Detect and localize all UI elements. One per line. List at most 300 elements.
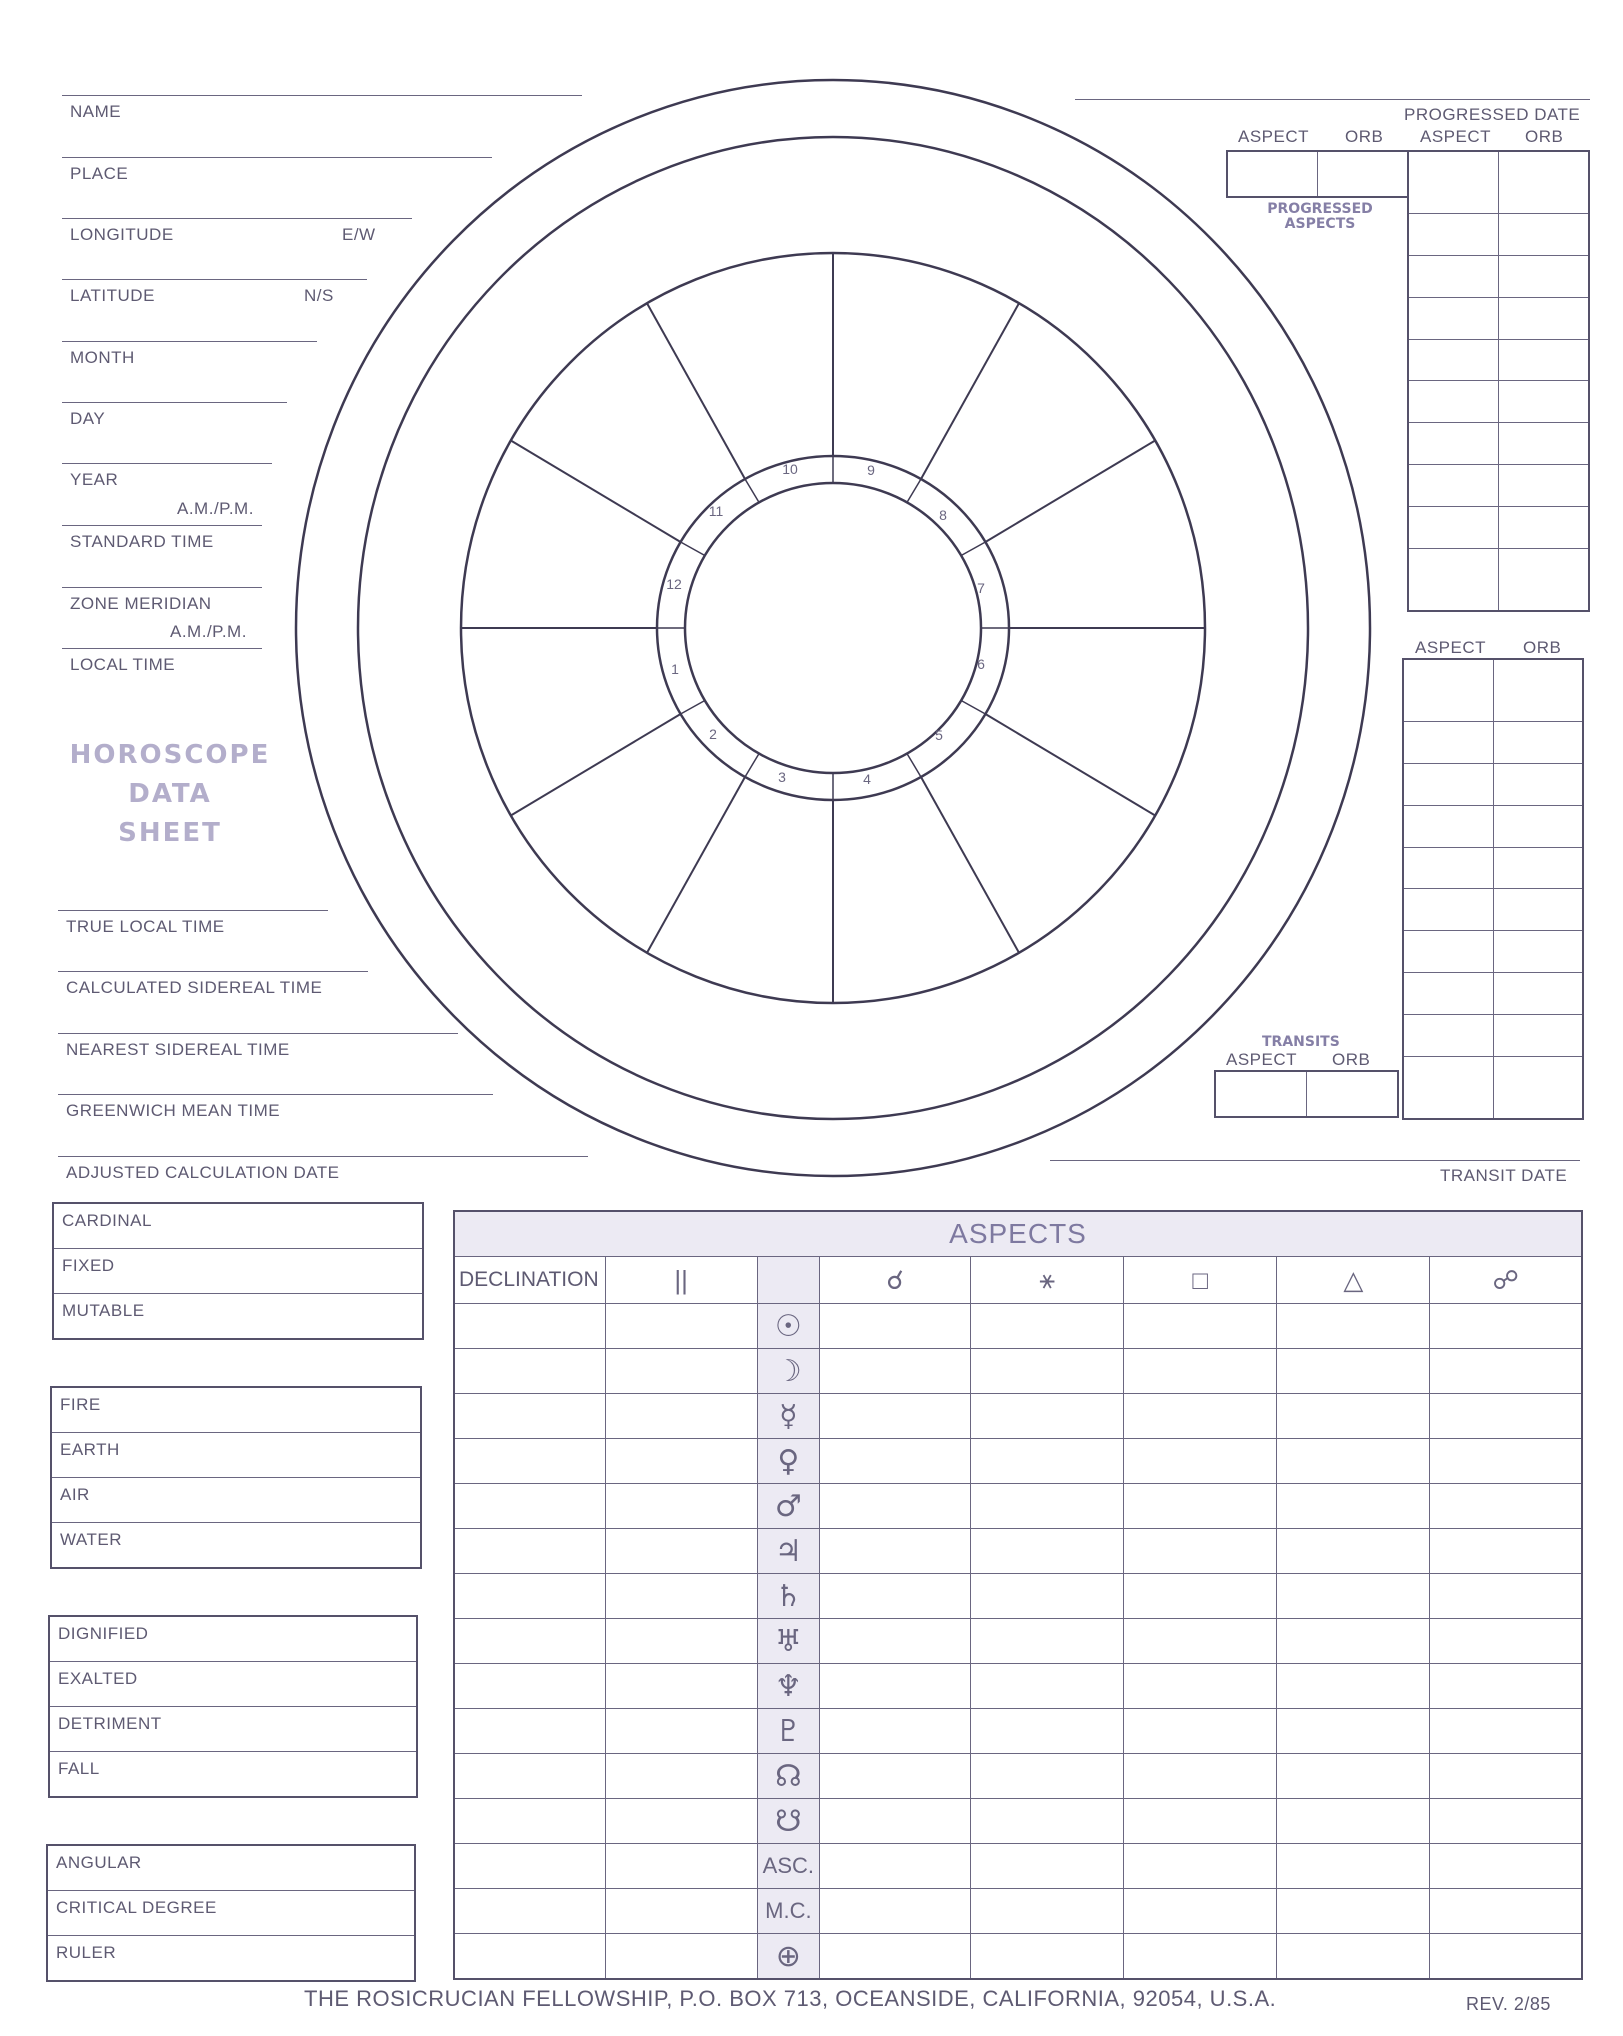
- table-row: [1403, 1014, 1583, 1056]
- conjunction-cell[interactable]: [820, 1439, 971, 1484]
- opposition-cell[interactable]: [1430, 1709, 1582, 1754]
- trine-cell[interactable]: [1277, 1574, 1430, 1619]
- trine-cell[interactable]: [1277, 1889, 1430, 1934]
- table-row: [454, 1304, 1582, 1349]
- opposition-cell[interactable]: [1430, 1619, 1582, 1664]
- cardinal-row[interactable]: [54, 1204, 422, 1249]
- conjunction-cell[interactable]: [820, 1484, 971, 1529]
- house-number-7: 7: [977, 580, 985, 596]
- publisher-address: THE ROSICRUCIAN FELLOWSHIP, P.O. BOX 713, OCEANSIDE, CALIFORNIA, 92054, U.S.A.: [304, 1986, 1277, 2011]
- table-row: [1403, 973, 1583, 1015]
- declination-cell[interactable]: [454, 1619, 605, 1664]
- adjusted-calculation-date-label: ADJUSTED CALCULATION DATE: [66, 1163, 340, 1182]
- table-row: [454, 1529, 1582, 1574]
- square-cell[interactable]: [1124, 1394, 1277, 1439]
- declination-cell[interactable]: [454, 1349, 605, 1394]
- detriment-row[interactable]: [50, 1707, 416, 1752]
- transit-orb-cell[interactable]: [1493, 1056, 1583, 1119]
- opposition-cell[interactable]: [1430, 1574, 1582, 1619]
- progressed-orb-cell[interactable]: [1499, 423, 1590, 465]
- air-label: AIR: [60, 1485, 90, 1504]
- transit-aspect-cell[interactable]: [1215, 1071, 1307, 1117]
- earth-label: EARTH: [60, 1440, 120, 1459]
- trine-cell[interactable]: [1277, 1619, 1430, 1664]
- table-row: [454, 1709, 1582, 1754]
- progressed-aspect-cell[interactable]: [1227, 151, 1318, 197]
- planet-symbol: ☉: [757, 1304, 819, 1349]
- transit-aspect-cell[interactable]: [1403, 805, 1493, 847]
- progressed-date-line[interactable]: [1075, 99, 1590, 100]
- transit-aspect-cell[interactable]: [1403, 847, 1493, 889]
- transit-date-line[interactable]: [1050, 1160, 1580, 1161]
- transits-title: TRANSITS: [1262, 1034, 1340, 1050]
- conjunction-cell[interactable]: [820, 1619, 971, 1664]
- opposition-cell[interactable]: [1430, 1799, 1582, 1844]
- title-line-1: HOROSCOPE: [69, 740, 271, 770]
- progressed-orb-cell[interactable]: [1499, 214, 1590, 256]
- table-row: [1403, 889, 1583, 931]
- sextile-cell[interactable]: [971, 1709, 1124, 1754]
- trine-cell[interactable]: [1277, 1934, 1430, 1980]
- dignified-row[interactable]: [50, 1617, 416, 1662]
- standard-time-ampm: A.M./P.M.: [177, 499, 254, 518]
- table-row: [454, 1349, 1582, 1394]
- fall-row[interactable]: [50, 1752, 416, 1796]
- declination-cell[interactable]: [454, 1574, 605, 1619]
- critical-degree-row[interactable]: [48, 1891, 414, 1936]
- trine-cell[interactable]: [1277, 1664, 1430, 1709]
- standard-time-label: STANDARD TIME: [70, 532, 214, 551]
- parallel-cell[interactable]: [605, 1844, 757, 1889]
- declination-cell[interactable]: [454, 1664, 605, 1709]
- square-cell[interactable]: [1124, 1934, 1277, 1980]
- square-cell[interactable]: [1124, 1664, 1277, 1709]
- ruler-row[interactable]: [48, 1936, 414, 1980]
- sextile-cell[interactable]: [971, 1889, 1124, 1934]
- table-row: [1403, 659, 1583, 722]
- progressed-aspect-cell[interactable]: [1408, 151, 1499, 214]
- sextile-cell[interactable]: [971, 1619, 1124, 1664]
- local-time-label: LOCAL TIME: [70, 655, 176, 674]
- declination-header: DECLINATION: [454, 1257, 605, 1304]
- conjunction-cell[interactable]: [820, 1799, 971, 1844]
- table-row: [1403, 931, 1583, 973]
- square-cell[interactable]: [1124, 1889, 1277, 1934]
- house-number-10: 10: [782, 461, 798, 477]
- transit-orb-cell[interactable]: [1493, 764, 1583, 806]
- house-cusp-line: [647, 777, 745, 953]
- table-row: [454, 1574, 1582, 1619]
- trine-cell[interactable]: [1277, 1754, 1430, 1799]
- air-row[interactable]: [52, 1478, 420, 1523]
- dignity-box: [48, 1615, 418, 1798]
- table-row: [454, 1754, 1582, 1799]
- trine-header: △: [1277, 1257, 1430, 1304]
- exalted-row[interactable]: [50, 1662, 416, 1707]
- table-row: [454, 1484, 1582, 1529]
- square-cell[interactable]: [1124, 1439, 1277, 1484]
- table-row: [1403, 1056, 1583, 1119]
- table-row: [1408, 151, 1589, 214]
- house-position-box: [46, 1844, 416, 1982]
- transits-small-table: [1214, 1070, 1399, 1118]
- aspects-header-row: [454, 1257, 1582, 1304]
- opposition-cell[interactable]: [1430, 1304, 1582, 1349]
- table-row: [1408, 214, 1589, 256]
- opposition-cell[interactable]: [1430, 1844, 1582, 1889]
- sextile-cell[interactable]: [971, 1754, 1124, 1799]
- table-row: [454, 1439, 1582, 1484]
- transit-aspect-cell[interactable]: [1403, 973, 1493, 1015]
- house-number-divider: [745, 479, 759, 502]
- sextile-cell[interactable]: [971, 1934, 1124, 1980]
- conjunction-cell[interactable]: [820, 1304, 971, 1349]
- conjunction-cell[interactable]: [820, 1889, 971, 1934]
- square-cell[interactable]: [1124, 1529, 1277, 1574]
- sextile-cell[interactable]: [971, 1574, 1124, 1619]
- progressed-aspect-header-right: ASPECT: [1420, 127, 1492, 146]
- progressed-title-line-2: ASPECTS: [1284, 216, 1356, 232]
- planet-symbol: ☋: [757, 1799, 819, 1844]
- table-row: [1403, 722, 1583, 764]
- latitude-suffix: N/S: [304, 286, 334, 305]
- house-number-divider: [907, 479, 921, 502]
- house-cusp-line: [511, 441, 681, 543]
- parallel-cell[interactable]: [605, 1799, 757, 1844]
- month-label: MONTH: [70, 348, 135, 367]
- parallel-cell[interactable]: [605, 1529, 757, 1574]
- planet-symbol: ⊕: [757, 1934, 819, 1980]
- declination-cell[interactable]: [454, 1754, 605, 1799]
- table-row: [1227, 151, 1408, 197]
- trine-cell[interactable]: [1277, 1394, 1430, 1439]
- progressed-orb-cell[interactable]: [1499, 297, 1590, 339]
- square-cell[interactable]: [1124, 1484, 1277, 1529]
- trine-cell[interactable]: [1277, 1349, 1430, 1394]
- title-line-3: SHEET: [118, 818, 222, 848]
- sextile-header: ⚹: [971, 1257, 1124, 1304]
- exalted-label: EXALTED: [58, 1669, 138, 1688]
- house-number-1: 1: [671, 661, 679, 677]
- cardinal-label: CARDINAL: [62, 1211, 152, 1230]
- opposition-cell[interactable]: [1430, 1439, 1582, 1484]
- opposition-header: ☍: [1430, 1257, 1582, 1304]
- transit-orb-cell[interactable]: [1493, 722, 1583, 764]
- house-cusp-line: [985, 441, 1155, 543]
- sextile-cell[interactable]: [971, 1304, 1124, 1349]
- opposition-cell[interactable]: [1430, 1664, 1582, 1709]
- house-number-divider: [681, 701, 705, 715]
- day-label: DAY: [70, 409, 106, 428]
- opposition-cell[interactable]: [1430, 1394, 1582, 1439]
- conjunction-cell[interactable]: [820, 1349, 971, 1394]
- progressed-orb-cell[interactable]: [1499, 548, 1590, 611]
- progressed-orb-cell[interactable]: [1499, 151, 1590, 214]
- transit-aspect-header-left: ASPECT: [1226, 1050, 1298, 1069]
- table-row: [1403, 847, 1583, 889]
- house-cusp-line: [921, 303, 1019, 479]
- parallel-cell[interactable]: [605, 1484, 757, 1529]
- fire-row[interactable]: [52, 1388, 420, 1433]
- parallel-cell[interactable]: [605, 1889, 757, 1934]
- aspects-title-row: [454, 1211, 1582, 1257]
- opposition-cell[interactable]: [1430, 1349, 1582, 1394]
- parallel-cell[interactable]: [605, 1574, 757, 1619]
- table-row: [1408, 548, 1589, 611]
- parallel-cell[interactable]: [605, 1754, 757, 1799]
- local-time-ampm: A.M./P.M.: [170, 622, 247, 641]
- progressed-orb-cell[interactable]: [1499, 339, 1590, 381]
- parallel-cell[interactable]: [605, 1934, 757, 1980]
- transit-aspect-cell[interactable]: [1403, 764, 1493, 806]
- progressed-aspect-cell[interactable]: [1408, 339, 1499, 381]
- progressed-aspect-cell[interactable]: [1408, 297, 1499, 339]
- table-row: [1403, 764, 1583, 806]
- progressed-orb-cell[interactable]: [1499, 381, 1590, 423]
- house-number-divider: [681, 542, 705, 556]
- table-row: [1408, 506, 1589, 548]
- aspects-body: [454, 1304, 1582, 1980]
- element-box: [50, 1386, 422, 1569]
- house-number-12: 12: [666, 576, 682, 592]
- title-line-2: DATA: [128, 779, 212, 809]
- table-row: [454, 1664, 1582, 1709]
- planet-symbol: ♄: [757, 1574, 819, 1619]
- progressed-orb-cell[interactable]: [1318, 151, 1409, 197]
- ruler-label: RULER: [56, 1943, 117, 1962]
- transit-orb-cell[interactable]: [1493, 805, 1583, 847]
- latitude-label: LATITUDE: [70, 286, 155, 305]
- transit-aspect-cell[interactable]: [1403, 931, 1493, 973]
- progressed-aspects-title: [1250, 202, 1390, 232]
- house-cusp-line: [985, 714, 1155, 816]
- parallel-cell[interactable]: [605, 1619, 757, 1664]
- house-number-5: 5: [935, 727, 943, 743]
- progressed-aspect-cell[interactable]: [1408, 548, 1499, 611]
- conjunction-cell[interactable]: [820, 1844, 971, 1889]
- progressed-orb-cell[interactable]: [1499, 465, 1590, 507]
- opposition-cell[interactable]: [1430, 1889, 1582, 1934]
- house-number-11: 11: [708, 503, 724, 519]
- transit-aspect-cell[interactable]: [1403, 1056, 1493, 1119]
- house-number-divider: [961, 701, 985, 715]
- angular-label: ANGULAR: [56, 1853, 142, 1872]
- transit-orb-cell[interactable]: [1493, 659, 1583, 722]
- conjunction-cell[interactable]: [820, 1529, 971, 1574]
- progressed-aspect-cell[interactable]: [1408, 506, 1499, 548]
- parallel-cell[interactable]: [605, 1709, 757, 1754]
- mutable-row[interactable]: [54, 1294, 422, 1338]
- transit-orb-header-left: ORB: [1332, 1050, 1371, 1069]
- parallel-cell[interactable]: [605, 1664, 757, 1709]
- table-row: [1408, 423, 1589, 465]
- house-number-6: 6: [977, 656, 985, 672]
- progressed-orb-cell[interactable]: [1499, 506, 1590, 548]
- planet-symbol: ♇: [757, 1709, 819, 1754]
- declination-cell[interactable]: [454, 1394, 605, 1439]
- transit-orb-cell[interactable]: [1493, 931, 1583, 973]
- quality-box: [52, 1202, 424, 1340]
- progressed-aspect-cell[interactable]: [1408, 214, 1499, 256]
- zone-meridian-label: ZONE MERIDIAN: [70, 594, 212, 613]
- square-cell[interactable]: [1124, 1709, 1277, 1754]
- planet-symbol: ♃: [757, 1529, 819, 1574]
- longitude-label: LONGITUDE: [70, 225, 174, 244]
- table-row: [1215, 1071, 1398, 1117]
- sextile-cell[interactable]: [971, 1844, 1124, 1889]
- aspects-title: ASPECTS: [454, 1211, 1582, 1257]
- planet-symbol: ♂: [757, 1484, 819, 1529]
- progressed-orb-cell[interactable]: [1499, 256, 1590, 298]
- progressed-aspect-cell[interactable]: [1408, 381, 1499, 423]
- conjunction-cell[interactable]: [820, 1394, 971, 1439]
- declination-cell[interactable]: [454, 1529, 605, 1574]
- progressed-aspect-cell[interactable]: [1408, 256, 1499, 298]
- house-number-divider: [745, 754, 759, 777]
- table-row: [1408, 256, 1589, 298]
- conjunction-header: ☌: [820, 1257, 971, 1304]
- greenwich-mean-time-label: GREENWICH MEAN TIME: [66, 1101, 281, 1120]
- square-cell[interactable]: [1124, 1754, 1277, 1799]
- trine-cell[interactable]: [1277, 1529, 1430, 1574]
- place-label: PLACE: [70, 164, 129, 183]
- table-row: [1408, 381, 1589, 423]
- water-row[interactable]: [52, 1523, 420, 1567]
- earth-row[interactable]: [52, 1433, 420, 1478]
- table-row: [454, 1889, 1582, 1934]
- parallel-cell[interactable]: [605, 1394, 757, 1439]
- sextile-cell[interactable]: [971, 1529, 1124, 1574]
- trine-cell[interactable]: [1277, 1484, 1430, 1529]
- planet-symbol: ♆: [757, 1664, 819, 1709]
- square-cell[interactable]: [1124, 1304, 1277, 1349]
- table-row: [1408, 297, 1589, 339]
- progressed-aspect-cell[interactable]: [1408, 423, 1499, 465]
- conjunction-cell[interactable]: [820, 1709, 971, 1754]
- opposition-cell[interactable]: [1430, 1754, 1582, 1799]
- progressed-title-line-1: PROGRESSED: [1267, 201, 1373, 217]
- table-row: [454, 1844, 1582, 1889]
- declination-cell[interactable]: [454, 1934, 605, 1980]
- revision-label: REV. 2/85: [1466, 1994, 1551, 2014]
- angular-row[interactable]: [48, 1846, 414, 1891]
- sextile-cell[interactable]: [971, 1664, 1124, 1709]
- transit-orb-cell[interactable]: [1493, 889, 1583, 931]
- house-number-9: 9: [867, 462, 875, 478]
- square-cell[interactable]: [1124, 1619, 1277, 1664]
- conjunction-cell[interactable]: [820, 1664, 971, 1709]
- fire-label: FIRE: [60, 1395, 101, 1414]
- declination-cell[interactable]: [454, 1799, 605, 1844]
- table-row: [454, 1619, 1582, 1664]
- planet-symbol: ASC.: [757, 1844, 819, 1889]
- parallel-cell[interactable]: [605, 1349, 757, 1394]
- conjunction-cell[interactable]: [820, 1934, 971, 1980]
- planet-symbol: M.C.: [757, 1889, 819, 1934]
- table-row: [454, 1394, 1582, 1439]
- year-label: YEAR: [70, 470, 119, 489]
- transit-orb-cell[interactable]: [1307, 1071, 1399, 1117]
- fixed-label: FIXED: [62, 1256, 115, 1275]
- sextile-cell[interactable]: [971, 1349, 1124, 1394]
- parallel-cell[interactable]: [605, 1439, 757, 1484]
- planet-column-header: [757, 1257, 819, 1304]
- progressed-orb-header-left: ORB: [1345, 127, 1384, 146]
- house-number-2: 2: [709, 726, 717, 742]
- trine-cell[interactable]: [1277, 1844, 1430, 1889]
- transit-aspect-cell[interactable]: [1403, 659, 1493, 722]
- trine-cell[interactable]: [1277, 1799, 1430, 1844]
- sextile-cell[interactable]: [971, 1484, 1124, 1529]
- transit-aspect-header-right: ASPECT: [1415, 638, 1487, 657]
- transit-orb-cell[interactable]: [1493, 973, 1583, 1015]
- name-label: NAME: [70, 102, 122, 121]
- square-cell[interactable]: [1124, 1844, 1277, 1889]
- progressed-aspects-table: [1407, 150, 1590, 612]
- declination-cell[interactable]: [454, 1484, 605, 1529]
- progressed-aspect-cell[interactable]: [1408, 465, 1499, 507]
- opposition-cell[interactable]: [1430, 1484, 1582, 1529]
- house-cusp-line: [647, 303, 745, 479]
- sextile-cell[interactable]: [971, 1394, 1124, 1439]
- square-cell[interactable]: [1124, 1574, 1277, 1619]
- declination-cell[interactable]: [454, 1439, 605, 1484]
- trine-cell[interactable]: [1277, 1709, 1430, 1754]
- detriment-label: DETRIMENT: [58, 1714, 162, 1733]
- true-local-time-label: TRUE LOCAL TIME: [66, 917, 225, 936]
- trine-cell[interactable]: [1277, 1439, 1430, 1484]
- fall-label: FALL: [58, 1759, 100, 1778]
- conjunction-cell[interactable]: [820, 1754, 971, 1799]
- declination-cell[interactable]: [454, 1889, 605, 1934]
- longitude-suffix: E/W: [342, 225, 376, 244]
- declination-cell[interactable]: [454, 1844, 605, 1889]
- square-cell[interactable]: [1124, 1799, 1277, 1844]
- table-row: [1403, 805, 1583, 847]
- planet-symbol: ☽: [757, 1349, 819, 1394]
- fixed-row[interactable]: [54, 1249, 422, 1294]
- transits-table: [1402, 658, 1584, 1120]
- sextile-cell[interactable]: [971, 1439, 1124, 1484]
- conjunction-cell[interactable]: [820, 1574, 971, 1619]
- opposition-cell[interactable]: [1430, 1934, 1582, 1980]
- square-header: □: [1124, 1257, 1277, 1304]
- transit-aspect-cell[interactable]: [1403, 722, 1493, 764]
- progressed-date-label: PROGRESSED DATE: [1404, 105, 1581, 124]
- transit-orb-cell[interactable]: [1493, 1014, 1583, 1056]
- table-row: [1408, 465, 1589, 507]
- progressed-aspect-header-left: ASPECT: [1238, 127, 1310, 146]
- transit-aspect-cell[interactable]: [1403, 1014, 1493, 1056]
- table-row: [454, 1799, 1582, 1844]
- declination-cell[interactable]: [454, 1709, 605, 1754]
- transit-aspect-cell[interactable]: [1403, 889, 1493, 931]
- progressed-orb-header-right: ORB: [1525, 127, 1564, 146]
- opposition-cell[interactable]: [1430, 1529, 1582, 1574]
- house-cusp-line: [511, 714, 681, 816]
- declination-cell[interactable]: [454, 1304, 605, 1349]
- square-cell[interactable]: [1124, 1349, 1277, 1394]
- sextile-cell[interactable]: [971, 1799, 1124, 1844]
- trine-cell[interactable]: [1277, 1304, 1430, 1349]
- outer-ring: [296, 80, 1370, 1176]
- house-number-8: 8: [939, 507, 947, 523]
- transit-orb-cell[interactable]: [1493, 847, 1583, 889]
- house-number-divider: [907, 754, 921, 777]
- planet-symbol: ☿: [757, 1394, 819, 1439]
- parallel-cell[interactable]: [605, 1304, 757, 1349]
- water-label: WATER: [60, 1530, 122, 1549]
